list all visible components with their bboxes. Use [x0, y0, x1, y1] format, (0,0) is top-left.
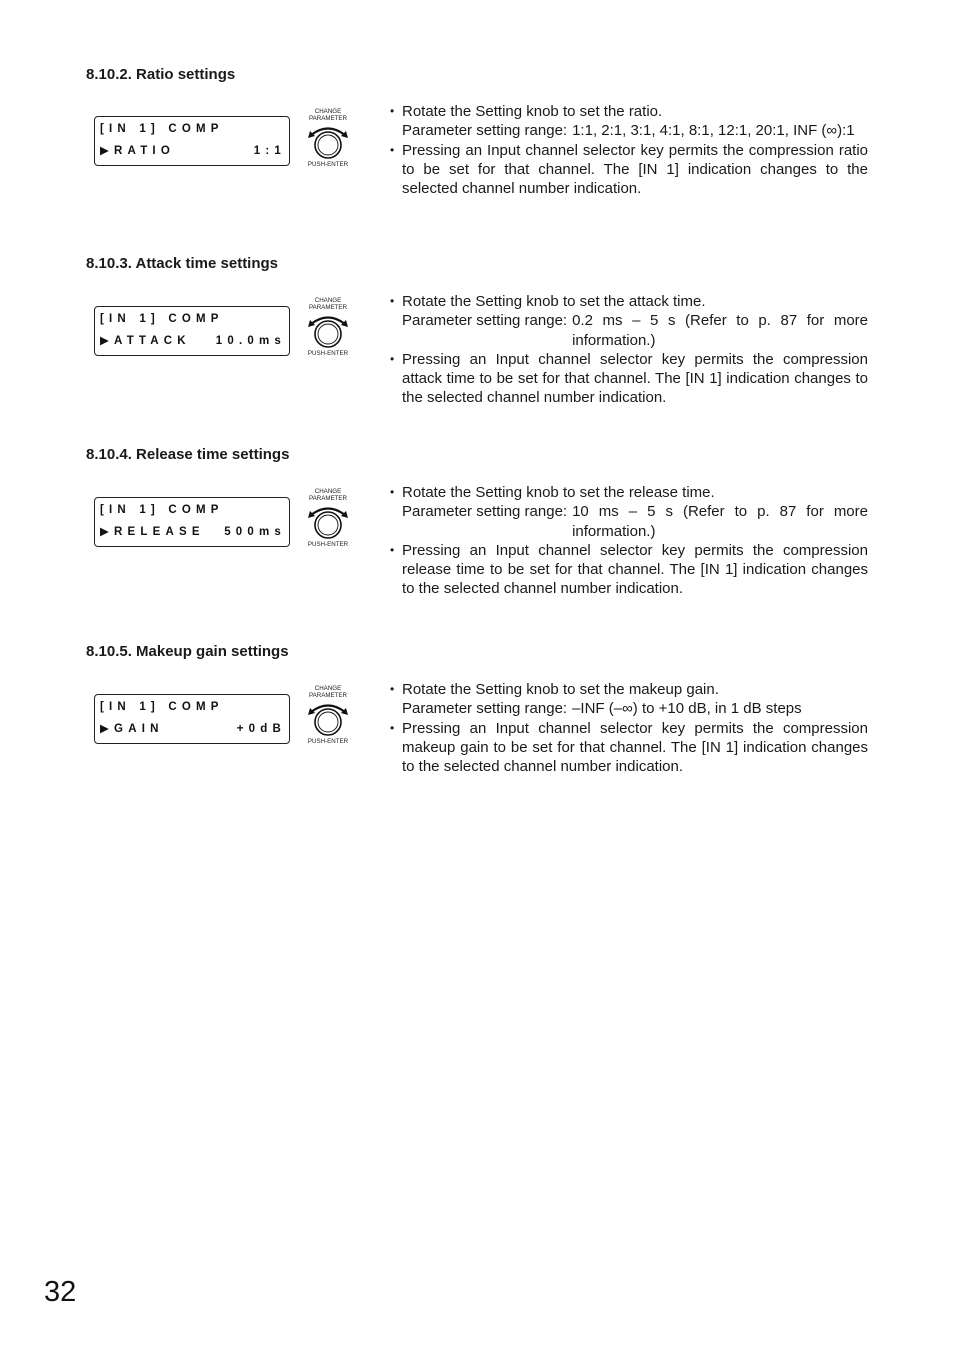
lcd-parameter-label: RATIO	[114, 145, 175, 157]
knob-label-change: CHANGE	[314, 108, 342, 115]
bullet-item: • Pressing an Input channel selector key permits the compression ratio to be set for that channel. The [IN 1] indication changes to the selected channel number indication.	[389, 141, 868, 199]
lcd-display	[94, 306, 290, 356]
description	[389, 483, 868, 599]
section-heading: 8.10.3. Attack time settings	[86, 255, 279, 272]
knob-label-parameter: PARAMETER	[308, 494, 348, 502]
section-heading: 8.10.5. Makeup gain settings	[86, 643, 289, 660]
description	[389, 680, 868, 776]
bullet-item	[389, 102, 868, 141]
knob-label-parameter: PARAMETER	[308, 114, 348, 122]
parameter-range-value: 10 ms – 5 s (Refer to p. 87 for more information.)	[572, 503, 868, 540]
bullet-text: • Rotate the Setting knob to set the release time.	[402, 484, 715, 501]
lcd-parameter-label: ATTACK	[114, 335, 191, 347]
setting-knob	[302, 298, 354, 358]
lcd-line-2	[100, 525, 286, 539]
bullet-item	[389, 680, 868, 719]
lcd-display	[94, 497, 290, 547]
bullet-item: • Pressing an Input channel selector key permits the compression attack time to be set for that channel. The [IN 1] indication changes to the selected channel number indication.	[389, 350, 868, 408]
parameter-range	[402, 311, 868, 350]
description	[389, 292, 868, 408]
bullet-item: • Pressing an Input channel selector key permits the compression release time to be set for that channel. The [IN 1] indication changes to the selected channel number indication.	[389, 541, 868, 599]
parameter-range	[402, 699, 868, 718]
lcd-line-2	[100, 722, 286, 736]
rotary-knob-icon	[306, 698, 350, 738]
parameter-range	[402, 121, 868, 140]
knob-bottom-label: PUSH-ENTER	[307, 541, 349, 548]
rotary-knob-icon	[306, 310, 350, 350]
rotary-knob-icon	[306, 501, 350, 541]
bullet-item	[389, 483, 868, 541]
setting-knob	[302, 686, 354, 746]
lcd-line-1: [IN 1] COMP	[100, 701, 224, 713]
knob-bottom-label: PUSH-ENTER	[307, 738, 349, 745]
lcd-pointer-icon: ▶	[100, 335, 115, 347]
lcd-line-2	[100, 144, 286, 158]
rotary-knob-icon	[306, 121, 350, 161]
section-heading: 8.10.2. Ratio settings	[86, 66, 236, 83]
lcd-line-1: [IN 1] COMP	[100, 123, 224, 135]
lcd-parameter-label: RELEASE	[114, 526, 205, 538]
knob-label-change: CHANGE	[314, 488, 342, 495]
lcd-display	[94, 116, 290, 166]
knob-label-change: CHANGE	[314, 685, 342, 692]
parameter-range-value: –INF (–∞) to +10 dB, in 1 dB steps	[572, 700, 802, 718]
lcd-pointer-icon: ▶	[100, 723, 115, 735]
lcd-line-2	[100, 334, 286, 348]
lcd-parameter-value: 10.0ms	[215, 335, 286, 347]
parameter-range-label: Parameter setting range:	[402, 312, 568, 330]
lcd-pointer-icon: ▶	[100, 526, 115, 538]
description	[389, 102, 868, 198]
setting-knob	[302, 489, 354, 549]
knob-label-change: CHANGE	[314, 297, 342, 304]
parameter-range-label: Parameter setting range:	[402, 122, 568, 140]
knob-label-parameter: PARAMETER	[308, 303, 348, 311]
lcd-parameter-value: 500ms	[224, 526, 286, 538]
knob-label-parameter: PARAMETER	[308, 691, 348, 699]
parameter-range-label: Parameter setting range:	[402, 503, 568, 521]
bullet-item	[389, 292, 868, 350]
parameter-range-value: 1:1, 2:1, 3:1, 4:1, 8:1, 12:1, 20:1, INF (∞):1	[572, 122, 855, 140]
setting-knob	[302, 109, 354, 169]
lcd-parameter-label: GAIN	[114, 723, 164, 735]
parameter-range-label: Parameter setting range:	[402, 700, 568, 718]
parameter-range-value: 0.2 ms – 5 s (Refer to p. 87 for more information.)	[572, 312, 868, 349]
lcd-display	[94, 694, 290, 744]
bullet-text: • Rotate the Setting knob to set the ratio.	[402, 103, 663, 120]
knob-bottom-label: PUSH-ENTER	[307, 350, 349, 357]
lcd-line-1: [IN 1] COMP	[100, 504, 224, 516]
section-heading: 8.10.4. Release time settings	[86, 446, 290, 463]
lcd-line-1: [IN 1] COMP	[100, 313, 224, 325]
parameter-range	[402, 502, 868, 541]
page-number: 32	[44, 1276, 77, 1308]
bullet-text: • Rotate the Setting knob to set the attack time.	[402, 293, 706, 310]
lcd-pointer-icon: ▶	[100, 145, 115, 157]
lcd-parameter-value: +0dB	[236, 723, 286, 735]
bullet-item: • Pressing an Input channel selector key permits the compression makeup gain to be set for that channel. The [IN 1] indication changes to the selected channel number indication.	[389, 719, 868, 777]
lcd-parameter-value: 1:1	[253, 145, 286, 157]
bullet-text: • Rotate the Setting knob to set the makeup gain.	[402, 681, 719, 698]
knob-bottom-label: PUSH-ENTER	[307, 161, 349, 168]
